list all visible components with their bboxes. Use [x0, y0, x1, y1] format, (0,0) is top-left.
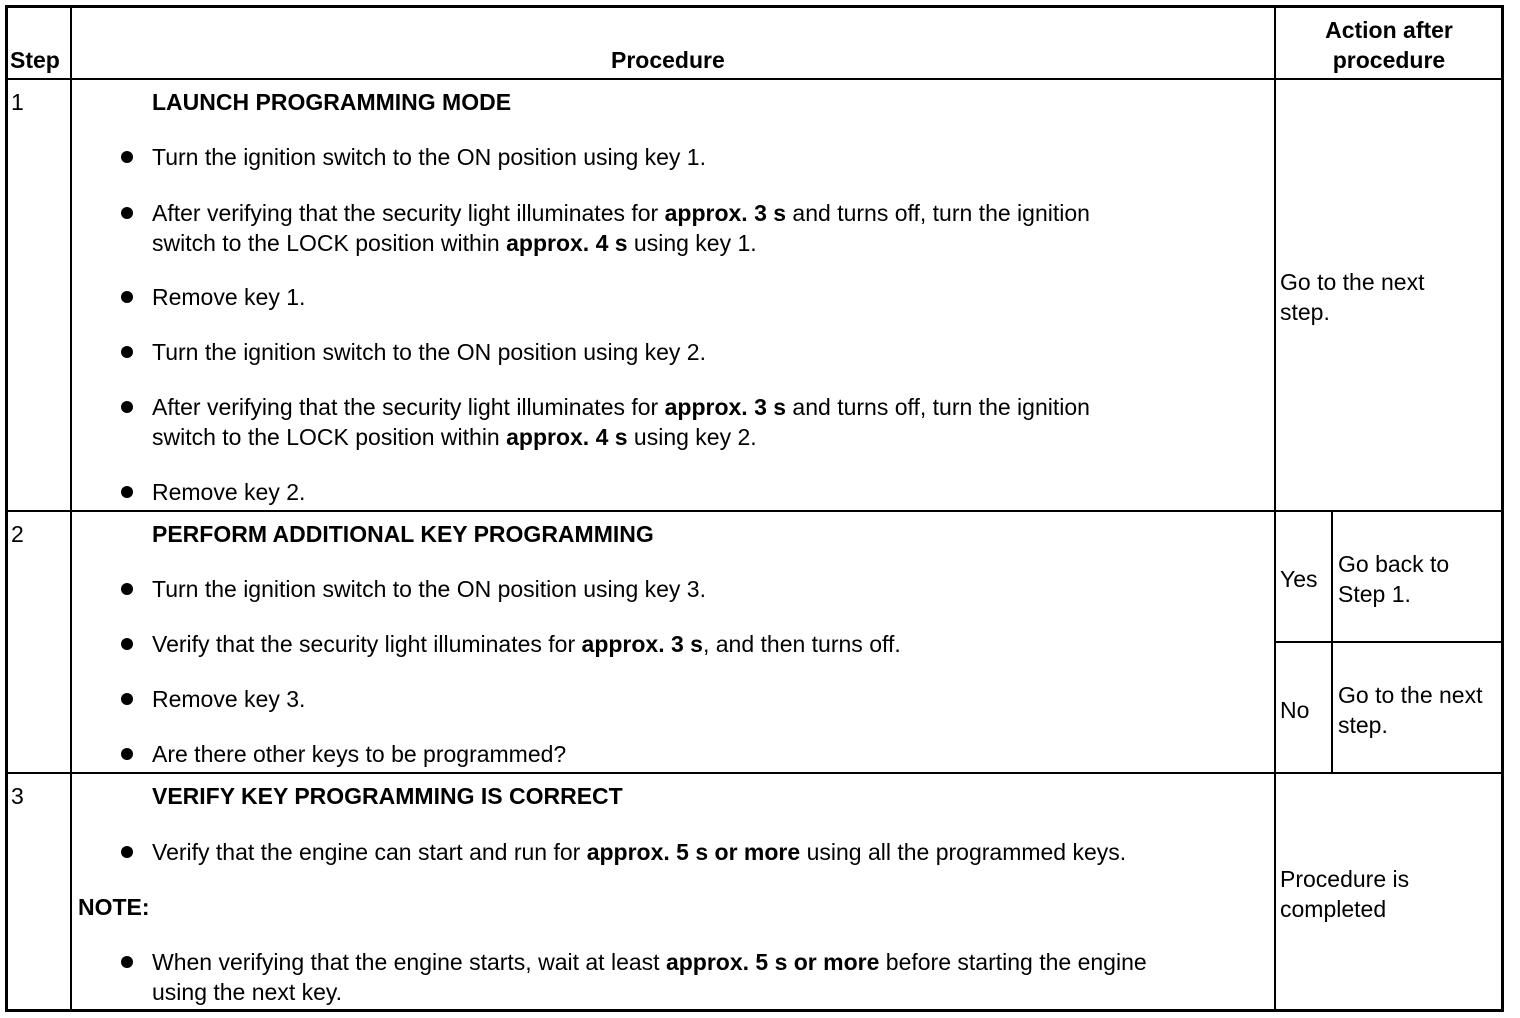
- yes-action-line1: Go back to: [1338, 551, 1450, 577]
- no-action-line1: Go to the next: [1338, 682, 1483, 708]
- procedure-table: [5, 5, 1504, 1012]
- bullet-dot: [121, 401, 133, 413]
- step-1-bullet-line: Remove key 2.: [152, 479, 306, 505]
- no-label: No: [1280, 697, 1310, 723]
- step-1-bullet-line: switch to the LOCK position within approx. 4 s using key 2.: [152, 424, 757, 450]
- step-2-title: PERFORM ADDITIONAL KEY PROGRAMMING: [152, 521, 654, 547]
- step-3-bullet-line: When verifying that the engine starts, wait at least approx. 5 s or more before starting the engine: [152, 949, 1147, 975]
- step-1-bullet-line: switch to the LOCK position within approx. 4 s using key 1.: [152, 230, 757, 256]
- step-3-action-line2: completed: [1280, 896, 1387, 922]
- step-2-number: 2: [11, 521, 24, 547]
- bullet-dot: [121, 291, 133, 303]
- action-col-divider: [1274, 8, 1276, 1009]
- step-1-title: LAUNCH PROGRAMMING MODE: [152, 89, 512, 115]
- step-2-bullet-line: Remove key 3.: [152, 686, 306, 712]
- row1-divider: [8, 510, 1501, 512]
- bullet-dot: [121, 638, 133, 650]
- yes-label: Yes: [1280, 566, 1318, 592]
- row2-divider: [8, 772, 1501, 774]
- step-2-bullet-line: Are there other keys to be programmed?: [152, 741, 567, 767]
- bullet-dot: [121, 956, 133, 968]
- step-1-bullet-line: Turn the ignition switch to the ON position using key 1.: [152, 144, 706, 170]
- bullet-dot: [121, 748, 133, 760]
- bullet-dot: [121, 346, 133, 358]
- header-divider: [8, 78, 1501, 80]
- step-1-bullet-line: After verifying that the security light illuminates for approx. 3 s and turns off, turn the ignition: [152, 200, 1090, 226]
- bullet-dot: [121, 583, 133, 595]
- no-action-line2: step.: [1338, 712, 1388, 738]
- bullet-dot: [121, 207, 133, 219]
- header-action-text: Action after procedure: [1325, 17, 1453, 73]
- note-label: NOTE:: [78, 894, 150, 920]
- step-3-number: 3: [11, 783, 24, 809]
- step-1-number: 1: [11, 89, 24, 115]
- step-3-action-line1: Procedure is: [1280, 866, 1410, 892]
- bullet-dot: [121, 486, 133, 498]
- step-1-bullet-line: Turn the ignition switch to the ON position using key 2.: [152, 339, 706, 365]
- header-procedure: Procedure: [611, 47, 725, 73]
- step-2-bullet-line: Turn the ignition switch to the ON position using key 3.: [152, 576, 706, 602]
- step-3-title: VERIFY KEY PROGRAMMING IS CORRECT: [152, 783, 623, 809]
- yes-no-divider: [1275, 641, 1501, 643]
- yes-no-col-divider: [1331, 510, 1333, 773]
- step-1-bullet-line: Remove key 1.: [152, 284, 306, 310]
- bullet-dot: [121, 151, 133, 163]
- header-step: Step: [10, 47, 60, 73]
- yes-action-line2: Step 1.: [1338, 581, 1411, 607]
- bullet-dot: [121, 693, 133, 705]
- header-action: [1278, 15, 1500, 75]
- step-1-action-line2: step.: [1280, 299, 1330, 325]
- step-col-divider: [70, 8, 72, 1009]
- step-1-action-line1: Go to the next: [1280, 269, 1425, 295]
- bullet-dot: [121, 846, 133, 858]
- step-3-bullet-line: using the next key.: [152, 979, 343, 1005]
- step-1-bullet-line: After verifying that the security light illuminates for approx. 3 s and turns off, turn the ignition: [152, 394, 1090, 420]
- step-2-bullet-line: Verify that the security light illuminates for approx. 3 s, and then turns off.: [152, 631, 901, 657]
- step-3-bullet-line: Verify that the engine can start and run for approx. 5 s or more using all the programmed keys.: [152, 839, 1127, 865]
